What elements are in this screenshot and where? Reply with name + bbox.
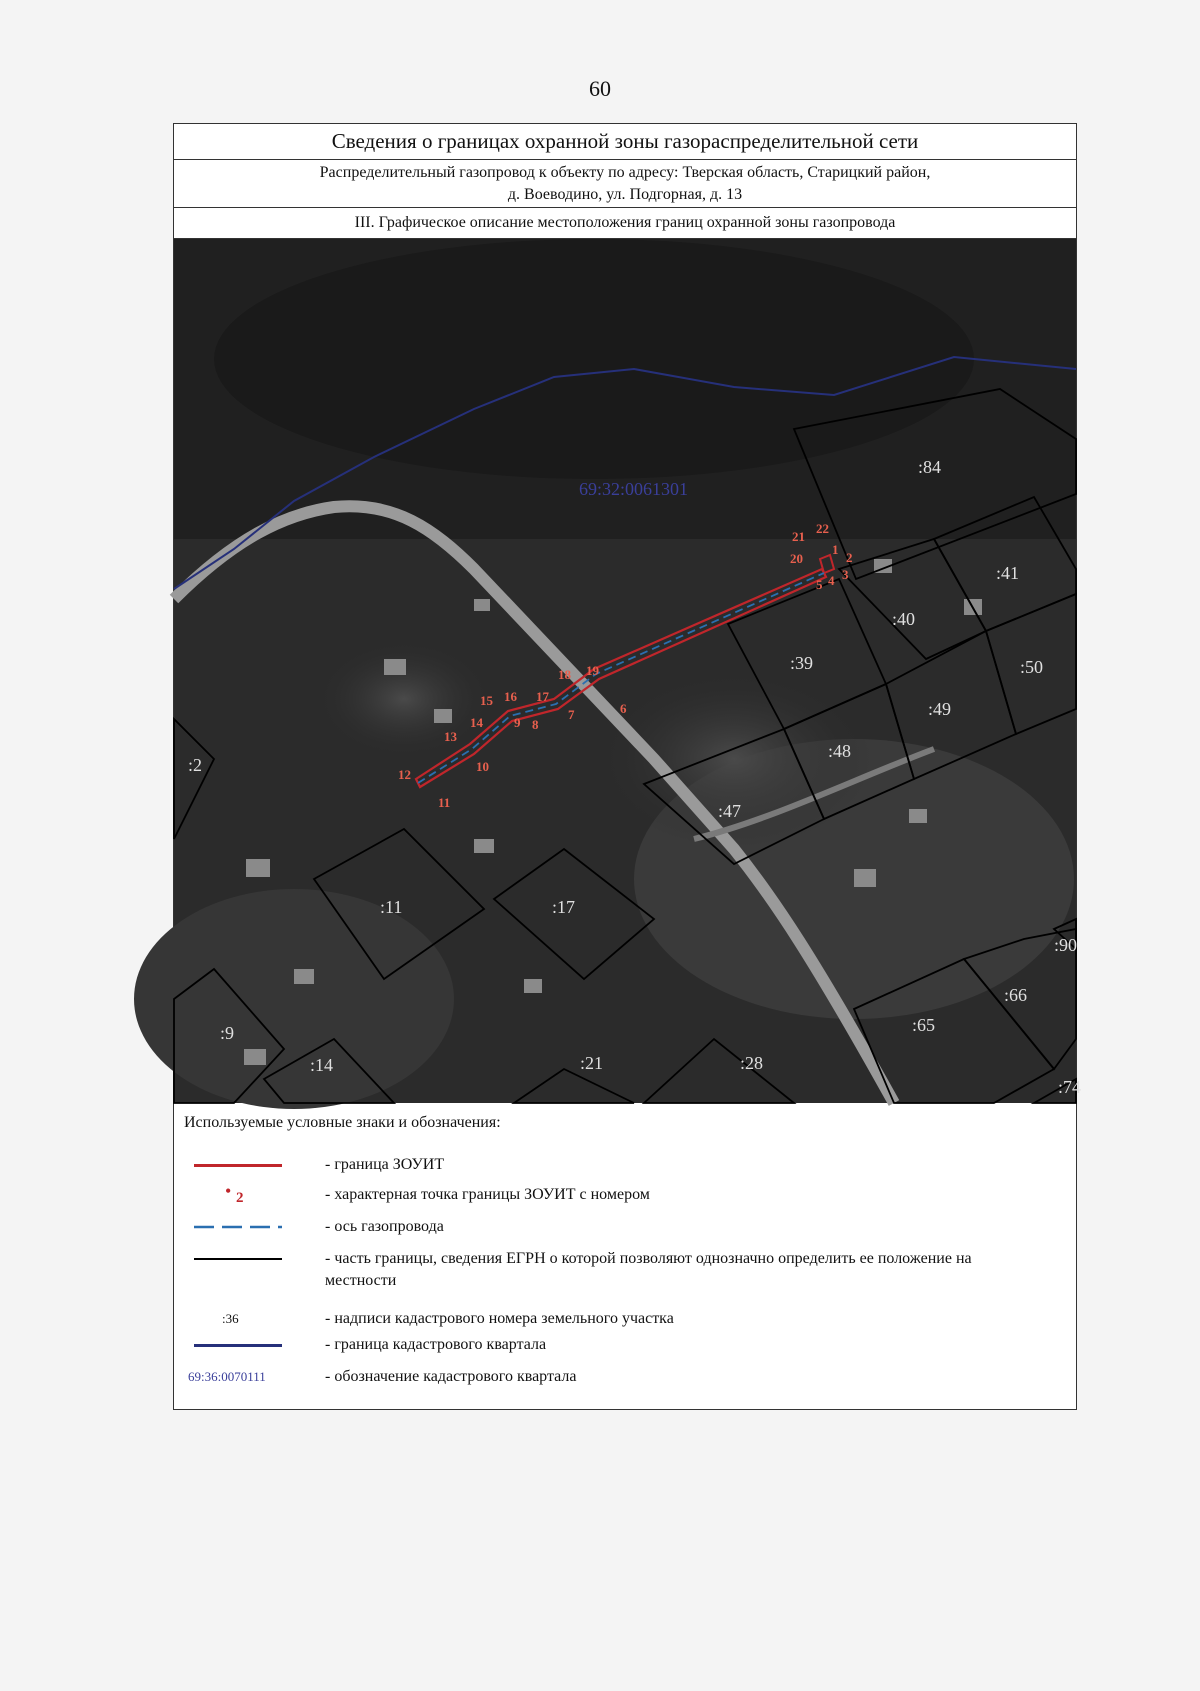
- legend-parcel-sample: :36: [222, 1311, 239, 1326]
- parcel-label-48: :48: [828, 741, 852, 761]
- point-label-20: 20: [790, 551, 803, 566]
- parcel-label-84: :84: [918, 457, 942, 477]
- point-label-8: 8: [532, 717, 539, 732]
- point-label-10: 10: [476, 759, 489, 774]
- point-dot-icon: •: [225, 1181, 232, 1201]
- legend-symbol-parcel-boundary: [188, 1248, 288, 1270]
- point-label-3: 3: [842, 567, 849, 582]
- point-label-5: 5: [816, 577, 823, 592]
- object-address: [174, 160, 1076, 208]
- parcel-label-2: :2: [188, 755, 203, 775]
- point-label-9: 9: [514, 715, 521, 730]
- legend-text-quarter-label: - обозначение кадастрового квартала: [325, 1368, 577, 1385]
- parcel-label-47: :47: [718, 801, 742, 821]
- parcel-label-65: :65: [912, 1015, 936, 1035]
- legend-symbol-quarter-label: [188, 1366, 288, 1388]
- legend-text-quarter-boundary: - граница кадастрового квартала: [325, 1336, 547, 1353]
- address-line-2: д. Воеводино, ул. Подгорная, д. 13: [507, 186, 743, 203]
- parcel-label-66: :66: [1004, 985, 1028, 1005]
- legend-symbol-pipe-axis: [188, 1216, 288, 1238]
- point-label-11: 11: [438, 795, 451, 810]
- address-line-1: Распределительный газопровод к объекту по адресу: Тверская область, Старицкий район,: [319, 164, 931, 181]
- point-label-21: 21: [792, 529, 805, 544]
- document-frame: [173, 123, 1082, 1410]
- parcel-label-21: :21: [580, 1053, 604, 1073]
- point-label-4: 4: [828, 573, 835, 588]
- legend-point-number: 2: [236, 1190, 244, 1206]
- section-title: III. Графическое описание местоположения границ охранной зоны газопровода: [174, 208, 1076, 239]
- point-label-17: 17: [536, 689, 549, 704]
- point-label-12: 12: [398, 767, 411, 782]
- legend-symbol-zone-boundary: [188, 1154, 288, 1176]
- point-label-14: 14: [470, 715, 483, 730]
- legend-symbol-point: [188, 1181, 288, 1208]
- legend-title: Используемые условные знаки и обозначения:: [184, 1114, 501, 1131]
- point-label-6: 6: [620, 701, 627, 716]
- legend-text-pipe-axis: - ось газопровода: [325, 1218, 444, 1235]
- legend-text-zone-boundary: - граница ЗОУИТ: [325, 1156, 445, 1173]
- legend-text-parcel-label: - надписи кадастрового номера земельного участка: [325, 1310, 674, 1327]
- legend-symbol-parcel-label: [188, 1308, 288, 1330]
- point-label-15: 15: [480, 693, 493, 708]
- dense-forest: [214, 239, 974, 479]
- parcel-label-28: :28: [740, 1053, 764, 1073]
- village-area: [134, 889, 454, 1109]
- point-label-1: 1: [832, 542, 839, 557]
- point-label-22: 22: [816, 521, 829, 536]
- legend-symbol-quarter-boundary: [188, 1334, 288, 1356]
- parcel-label-40: :40: [892, 609, 916, 629]
- parcel-label-50: :50: [1020, 657, 1044, 677]
- point-label-7: 7: [568, 707, 575, 722]
- legend-text-parcel-boundary: - часть границы, сведения ЕГРН о которой позволяют однозначно определить ее положение на местности: [325, 1250, 972, 1289]
- legend-quarter-sample: 69:36:0070111: [188, 1369, 266, 1384]
- parcel-label-41: :41: [996, 563, 1020, 583]
- point-label-19: 19: [586, 663, 599, 678]
- parcel-label-49: :49: [928, 699, 952, 719]
- satellite-map[interactable]: [174, 239, 1082, 1103]
- point-label-16: 16: [504, 689, 517, 704]
- point-label-13: 13: [444, 729, 457, 744]
- parcel-label-9: :9: [220, 1023, 235, 1043]
- parcel-label-90: :90: [1054, 935, 1078, 955]
- clearing-2: [314, 639, 494, 759]
- legend-text-point: - характерная точка границы ЗОУИТ с номером: [325, 1186, 650, 1203]
- parcel-label-11: :11: [380, 897, 403, 917]
- quarter-label: 69:32:0061301: [579, 479, 689, 499]
- parcel-label-14: :14: [310, 1055, 334, 1075]
- parcel-label-74: :74: [1058, 1077, 1082, 1097]
- map-canvas: [174, 239, 1082, 1103]
- parcel-label-39: :39: [790, 653, 814, 673]
- document-title: Сведения о границах охранной зоны газораспределительной сети: [174, 124, 1076, 160]
- page-number: 60: [589, 76, 611, 101]
- point-label-2: 2: [846, 550, 853, 565]
- point-label-18: 18: [558, 667, 571, 682]
- parcel-label-17: :17: [552, 897, 576, 917]
